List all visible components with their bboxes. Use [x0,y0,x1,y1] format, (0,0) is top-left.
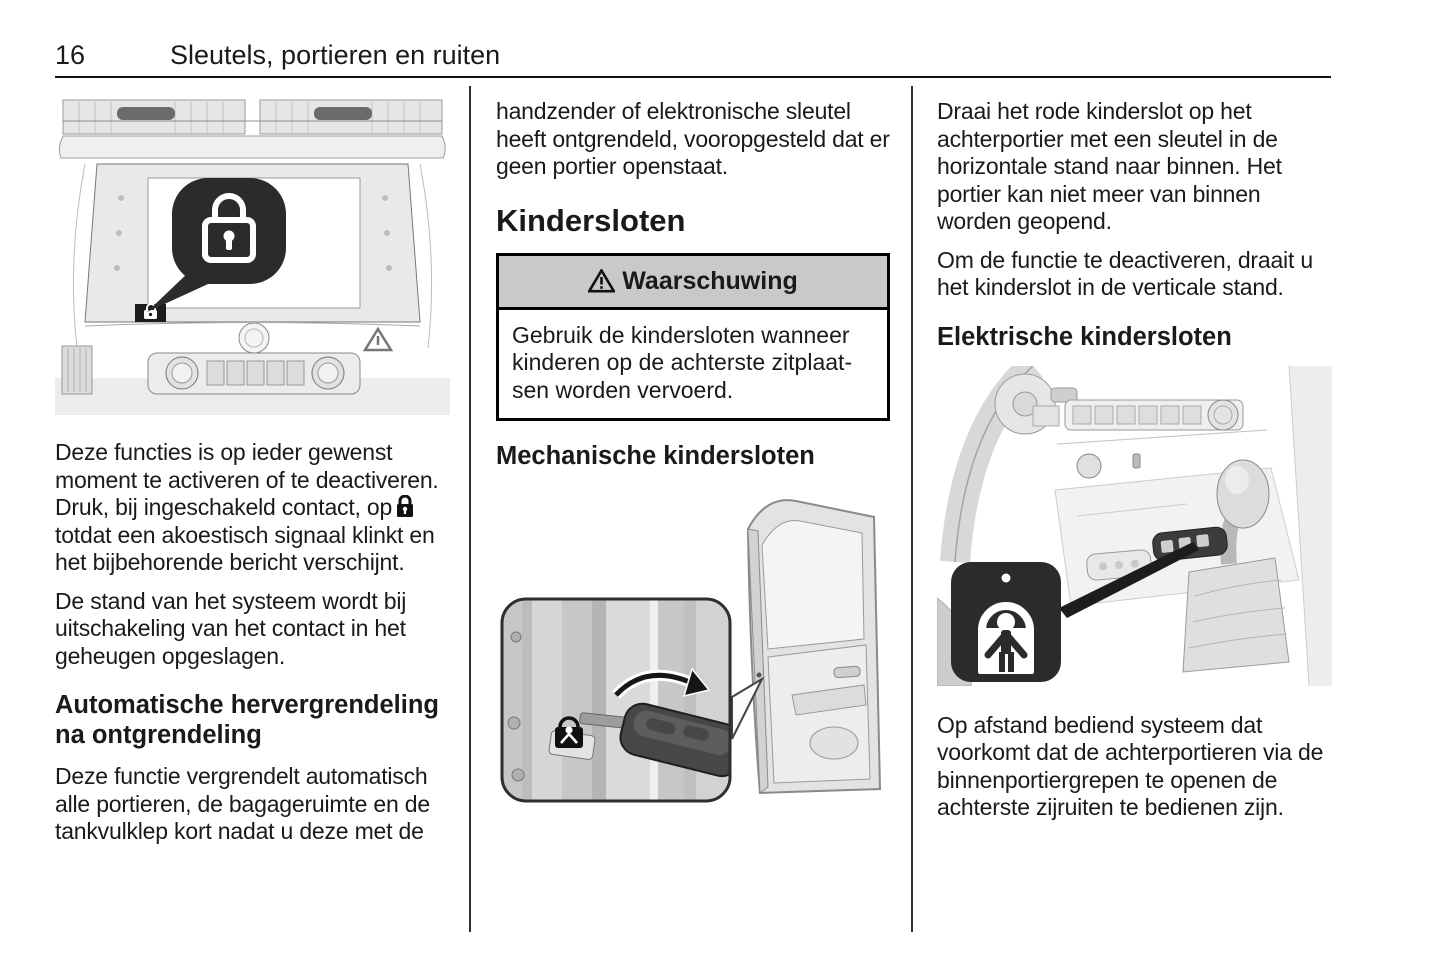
section-heading-mechanisch: Mechanische kindersloten [496,442,815,470]
warning-box [496,253,890,422]
section-heading-auto-relock: Automatische hervergrendeling na ontgrendeling [55,691,440,749]
lock-button [135,304,166,322]
column-divider-2 [911,86,913,932]
warning-triangle-icon [588,269,615,293]
paragraph: handzender of elektronische sleutel heeft ontgrendeld, vooropgesteld dat er geen portier openstaat. [496,98,890,179]
dashboard-lock-figure [55,98,450,415]
paragraph: Op afstand bediend systeem dat voorkomt dat de achterportieren via de binnenportiergrepen te openen de achterste zijruiten te bedienen zijn. [937,711,1324,820]
door-edge-inset [502,599,748,801]
warning-body: Gebruik de kindersloten wanneer kinderen op de achterste zitplaatsen worden vervoerd. [512,321,853,403]
electric-child-lock-figure [937,366,1332,686]
hazard-button-icon [365,329,391,350]
lock-icon [395,495,415,518]
electric-child-lock-illustration [937,366,1332,686]
paragraph [55,439,450,577]
steering-column-grille [62,346,92,394]
chapter-title: Sleutels, portieren en ruiten [170,40,501,70]
child-lock-callout [951,562,1061,682]
paragraph-text: Deze functies is op ieder gewenst moment te activeren of te deactiveren. Druk, bij ingeschakeld contact, op [55,439,439,520]
mechanical-child-lock-illustration [496,487,890,809]
warning-header [499,256,887,310]
column-1 [55,98,450,857]
dashboard-button-strip [1033,400,1243,430]
mechanical-child-lock-figure [496,487,890,809]
section-heading-kindersloten: Kindersloten [496,202,686,238]
page-number: 16 [55,40,86,70]
column-3 [937,98,1332,833]
climate-control-panel [148,353,360,394]
child-lock-icon [978,606,1034,674]
air-vents-icon [63,100,442,134]
warning-title: Waarschuwing [622,266,798,295]
section-heading-elektrisch: Elektrische kindersloten [937,322,1232,351]
paragraph: Draai het rode kinderslot op het achterportier met een sleutel in de horizontale stand naar binnen. Het portier kan niet meer van binnen worden geopend. [937,98,1282,234]
paragraph: Deze functie vergrendelt automatisch alle portieren, de bagageruimte en de tankvulklep kort nadat u deze met de [55,763,430,844]
paragraph: De stand van het systeem wordt bij uitschakeling van het contact in het geheugen opgeslagen. [55,587,407,669]
dashboard-lock-illustration [55,98,450,415]
paragraph-text: totdat een akoestisch signaal klinkt en het bijbehorende bericht verschijnt. [55,521,435,575]
column-2 [496,98,890,809]
column-divider-1 [469,86,471,932]
paragraph: Om de functie te deactiveren, draait u het kinderslot in de verticale stand. [937,246,1313,300]
power-knob [239,323,269,353]
child-lock-location-dot [757,673,762,678]
header-rule [55,76,1331,78]
rear-door [748,500,880,793]
